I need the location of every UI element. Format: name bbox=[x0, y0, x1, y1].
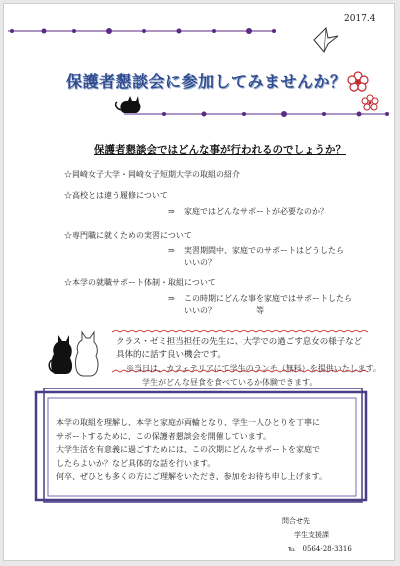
contact-label: 問合せ先 bbox=[282, 517, 310, 525]
lunch-note-detail: 学生がどんな昼食を食べているか体験できます。 bbox=[142, 378, 318, 387]
message-line: 大学生活を有意義に過ごすためには、この次期にどんなサポートを家庭で bbox=[56, 445, 320, 454]
two-cats-icon bbox=[48, 316, 108, 378]
contact-department: 学生支援課 bbox=[294, 531, 329, 539]
arrow-icon: ⇒ bbox=[168, 246, 175, 255]
item-heading-1: ☆岡崎女子大学・岡崎女子短期大学の取組の紹介 bbox=[64, 170, 240, 179]
item-answer-3: 実習期間中、家庭でのサポートはどうしたら いいの？ bbox=[184, 246, 344, 267]
callout-text: クラス・ゼミ担当担任の先生に、大学での過ごす息女の様子など 具体的に話す良い機会です。 bbox=[116, 337, 363, 360]
date-label: 2017.4 bbox=[344, 14, 376, 24]
message-line: 本学の取組を理解し、本学と家庭が両輪となり、学生一人ひとりを丁寧に bbox=[56, 418, 320, 427]
message-text bbox=[56, 416, 352, 484]
arrow-icon: ⇒ bbox=[168, 294, 175, 303]
item-heading-2: ☆高校とは違う履修について bbox=[64, 191, 168, 200]
flyer-page bbox=[3, 3, 395, 561]
section-subtitle: 保護者懇談会ではどんな事が行われるのでしょうか？ bbox=[94, 144, 346, 156]
item-heading-3: ☆専門職に就くための実習について bbox=[64, 231, 192, 240]
lunch-note: ※当日は、カフェテリアにて学生のランチ（無料）を提供いたします。 bbox=[126, 364, 381, 373]
message-line: 何卒、ぜひとも多くの方にご理解をいただき、参加をお待ち申し上げます。 bbox=[56, 472, 328, 481]
paper-crane-icon bbox=[312, 26, 340, 54]
arrow-icon: ⇒ bbox=[168, 207, 175, 216]
contact-phone: ℡ 0564-28-3316 bbox=[288, 545, 352, 553]
item-answer-2: 家庭ではどんなサポートが必要なのか？ bbox=[184, 207, 328, 216]
item-answer-4: この時期にどんな事を家庭ではサポートしたら いいの？ 等 bbox=[184, 294, 352, 315]
item-heading-4: ☆本学の就職サポート体制・取組について bbox=[64, 278, 216, 287]
cat-line-decoration bbox=[104, 92, 396, 124]
message-line: サポートするために、この保護者懇談会を開催しています。 bbox=[56, 431, 272, 441]
page-title: 保護者懇談会に参加してみませんか？ bbox=[66, 72, 347, 91]
message-line: したらよいか？など具体的な話を行います。 bbox=[56, 458, 216, 468]
